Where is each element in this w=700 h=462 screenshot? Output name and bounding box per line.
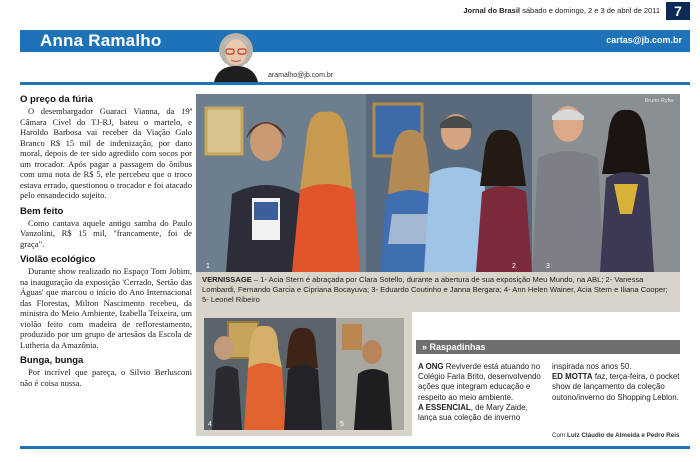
page-number: 7 <box>666 2 690 20</box>
column-banner <box>20 30 690 52</box>
note-text: Reviverde está atuando no Colégio Faria Brito, desenvolvendo ações que integram educação e respeito ao meio ambiente. <box>418 362 541 402</box>
note-item <box>418 403 546 423</box>
raspadinhas-column-2 <box>552 362 680 403</box>
publication-date: sábado e domingo, 2 e 3 de abril de 2011 <box>522 6 660 15</box>
columnist-portrait <box>208 28 264 82</box>
top-rule <box>20 82 690 85</box>
photo-caption <box>196 272 680 312</box>
photo-label-3: 3 <box>546 263 550 270</box>
raspadinhas-column-1 <box>418 362 546 423</box>
newspaper-name: Jornal do Brasil <box>463 6 521 15</box>
article-headline: Violão ecológico <box>20 254 96 265</box>
note-lead: A ONG <box>418 362 444 371</box>
note-text: , de Mary Zaide, lança sua coleção de inverno <box>418 402 528 423</box>
photo-label-2: 2 <box>512 263 516 270</box>
caption-text: – 1- Acia Stern é abraçada por Clara Sotello, durante a abertura de sua exposição Meu Mundo, na ABL; 2- Vanessa Lombardi, Fernando Garcia e Cipriana Bocayuva; 3- Eduardo Coutinho e Janna Bergara; 4- Ann Helen Wainer, Acia Stern e Iliana Cooper; 5- Leonel Ribeiro <box>202 275 668 304</box>
note-item <box>552 372 680 403</box>
article-body: Como cantava aquele antigo samba do Paulo Vanzolini, R$ 15 mil, "francamente, foi de graça". <box>20 217 192 249</box>
credit-prefix: Com <box>552 432 566 439</box>
secondary-photo <box>204 318 404 430</box>
note-item <box>552 362 680 372</box>
note-item <box>418 362 546 403</box>
article-headline: Bem feito <box>20 205 64 217</box>
notes-column <box>20 94 192 393</box>
vernissage-photo <box>196 94 680 272</box>
photo-label-4: 4 <box>208 421 212 428</box>
note-lead: A ESSENCIAL <box>418 402 471 412</box>
page-header <box>0 0 700 20</box>
contact-email[interactable]: cartas@jb.com.br <box>606 35 682 45</box>
author-email[interactable]: aramalho@jb.com.br <box>268 72 334 79</box>
bottom-rule <box>20 446 690 449</box>
note-lead: ED MOTTA <box>552 372 593 382</box>
article-body: Durante show realizado no Espaço Tom Jobim, na inauguração da exposição 'Cerrado, Sertão das Águas' que marcou o início do Ano Internacional das Florestas, Milton Nascimento recebeu, da ministra do Meio Ambiente, Izabella Teixeira, um violão feito com madeira de reflorestamento, produzido por um grupo de artesãos da Escola de Lutheria da Amazônia. <box>20 266 192 350</box>
photo-illustration <box>196 94 680 272</box>
photo-label-1: 1 <box>206 263 210 270</box>
raspadinhas-header <box>416 340 680 354</box>
photo-label-5: 5 <box>340 421 344 428</box>
article-body: Por incrível que pareça, o Silvio Berlusconi não é coisa nossa. <box>20 367 192 388</box>
caption-label: VERNISSAGE <box>202 275 252 284</box>
double-chevron-icon: » <box>422 342 428 352</box>
article-headline: O preço da fúria <box>20 94 93 105</box>
credit-names: Luiz Cláudio de Almeida e Pedro Reis <box>567 432 680 439</box>
article-headline: Bunga, bunga <box>20 355 84 366</box>
secondary-photo-illustration <box>204 318 404 430</box>
raspadinhas-title: Raspadinhas <box>429 342 486 352</box>
note-text: inspirada nos anos 50. <box>552 362 632 371</box>
article-body: O desembargador Guaraci Vianna, da 19ª Câmara Cível do TJ-RJ, bateu o martelo, e Haroldo Barbosa vai receber da Viação Galo Branco R$ 15 mil de indenização, por dano moral, depois de ter sido agredido com socos por um trocador. Após pagar a passagem do ônibus com uma nota de R$ 5, ele percebeu que o troco estava errado, questionou o trocador e foi atacado pelo ensandecido sujeito. <box>20 106 192 200</box>
newspaper-dateline <box>463 6 660 15</box>
photo-credit: Bruno Ryfer <box>644 98 674 104</box>
column-title: Anna Ramalho <box>40 31 162 50</box>
contributors-credit <box>552 432 679 439</box>
note-text: faz, terça-feira, o pocket show de lançamento da coleção outono/inverno do Shopping Leblon. <box>552 372 680 402</box>
